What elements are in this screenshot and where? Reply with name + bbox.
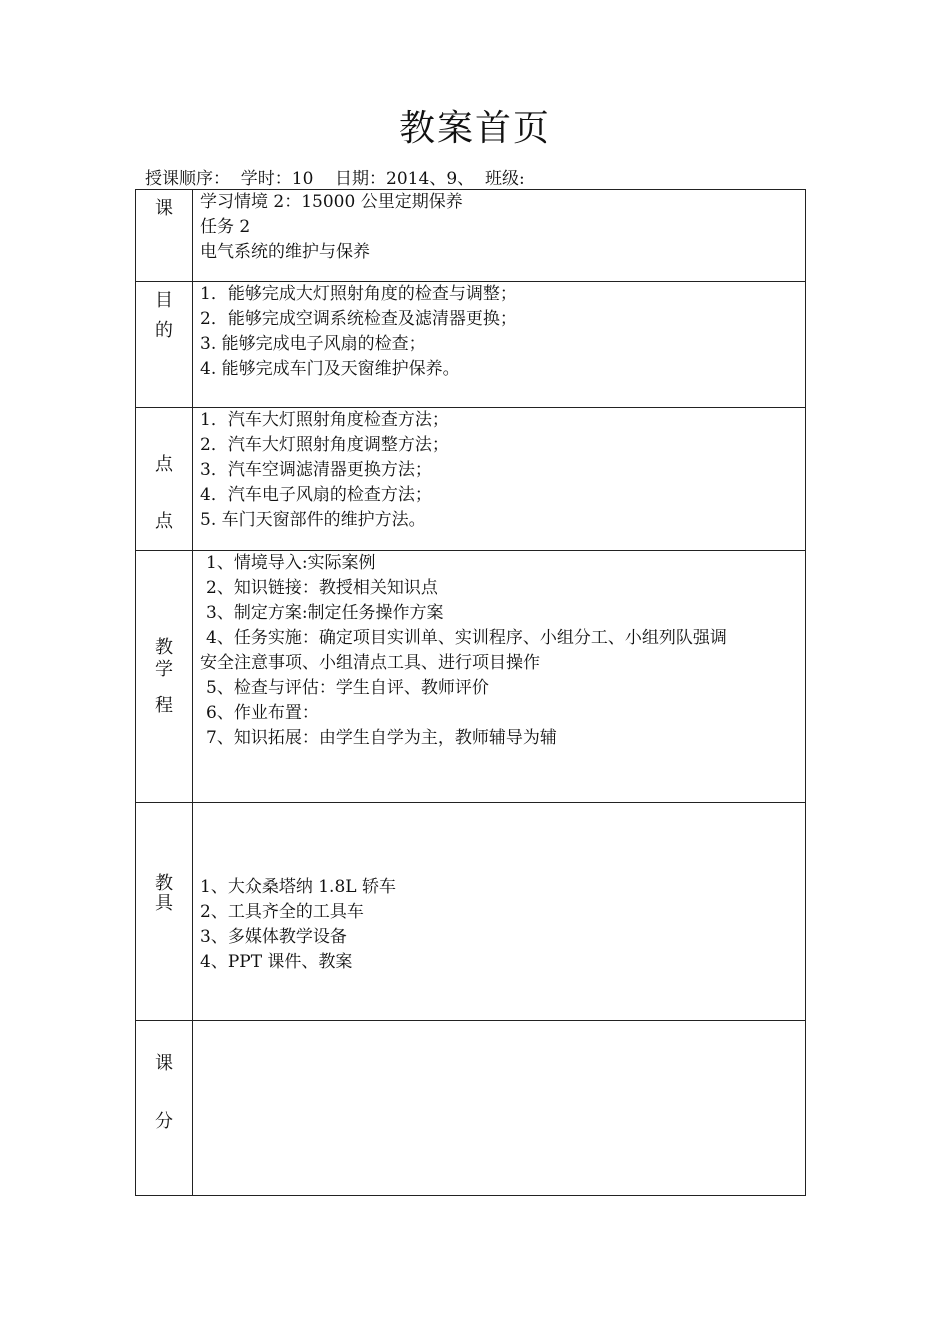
label-process-2: 学 [155, 659, 173, 680]
label-class-split-2: 分 [155, 1111, 173, 1132]
process-step: 2、知识链接：教授相关知识点 [206, 578, 438, 598]
course-line: 学习情境 2：15000 公里定期保养 [200, 192, 463, 212]
goal-item: 3. 能够完成电子风扇的检查； [200, 334, 426, 354]
label-cell-goal [136, 282, 193, 408]
point-item: 1．汽车大灯照射角度检查方法； [200, 410, 449, 430]
label-tools-1: 教 [155, 873, 173, 894]
tool-item: 2、工具齐全的工具车 [200, 902, 364, 922]
process-step: 6、作业布置： [206, 703, 319, 723]
label-points-1: 点 [155, 454, 173, 475]
tool-item: 3、多媒体教学设备 [200, 927, 347, 947]
row-tools [136, 803, 806, 1021]
label-course: 课 [155, 198, 173, 219]
lesson-plan-table [135, 189, 806, 1196]
tool-item: 1、大众桑塔纳 1.8L 轿车 [200, 877, 396, 897]
point-item: 2．汽车大灯照射角度调整方法； [200, 435, 449, 455]
label-cell-points [136, 408, 193, 551]
label-cell-class-split [136, 1021, 193, 1196]
row-class-split [136, 1021, 806, 1196]
label-process-1: 教 [155, 637, 173, 658]
row-course [136, 190, 806, 282]
label-tools-2: 具 [155, 893, 173, 914]
label-cell-process [136, 551, 193, 803]
course-line: 电气系统的维护与保养 [200, 242, 370, 262]
point-item: 5. 车门天窗部件的维护方法。 [200, 510, 426, 530]
content-cell-process [193, 551, 806, 803]
page-title: 教案首页 [398, 108, 551, 149]
label-goal-2: 的 [155, 320, 173, 341]
content-cell-course [193, 190, 806, 282]
point-item: 3．汽车空调滤清器更换方法； [200, 460, 432, 480]
label-process-3: 程 [155, 695, 173, 716]
content-cell-tools [193, 803, 806, 1021]
content-cell-class-split [193, 1021, 806, 1196]
content-cell-points [193, 408, 806, 551]
row-process [136, 551, 806, 803]
point-item: 4．汽车电子风扇的检查方法； [200, 485, 432, 505]
process-step: 4、任务实施：确定项目实训单、实训程序、小组分工、小组列队强调 [206, 628, 727, 648]
goal-item: 4. 能够完成车门及天窗维护保养。 [200, 359, 460, 379]
course-line: 任务 2 [200, 217, 251, 237]
tool-item: 4、PPT 课件、教案 [200, 952, 353, 972]
goal-item: 1．能够完成大灯照射角度的检查与调整； [200, 284, 517, 304]
process-step: 7、知识拓展：由学生自学为主，教师辅导为辅 [206, 728, 557, 748]
process-step: 1、情境导入:实际案例 [206, 553, 376, 573]
label-goal-1: 目 [155, 290, 173, 311]
label-points-2: 点 [155, 511, 173, 532]
goal-item: 2．能够完成空调系统检查及滤清器更换； [200, 309, 517, 329]
label-class-split-1: 课 [155, 1053, 173, 1074]
content-cell-goal [193, 282, 806, 408]
label-cell-course [136, 190, 193, 282]
process-step: 3、制定方案:制定任务操作方案 [206, 603, 444, 623]
row-points [136, 408, 806, 551]
process-step: 5、检查与评估：学生自评、教师评价 [206, 678, 489, 698]
label-cell-tools [136, 803, 193, 1021]
process-step-continued: 安全注意事项、小组清点工具、进行项目操作 [200, 653, 540, 673]
course-info-line: 授课顺序： 学时：10 日期：2014、9、 班级: [145, 169, 525, 189]
row-goal [136, 282, 806, 408]
